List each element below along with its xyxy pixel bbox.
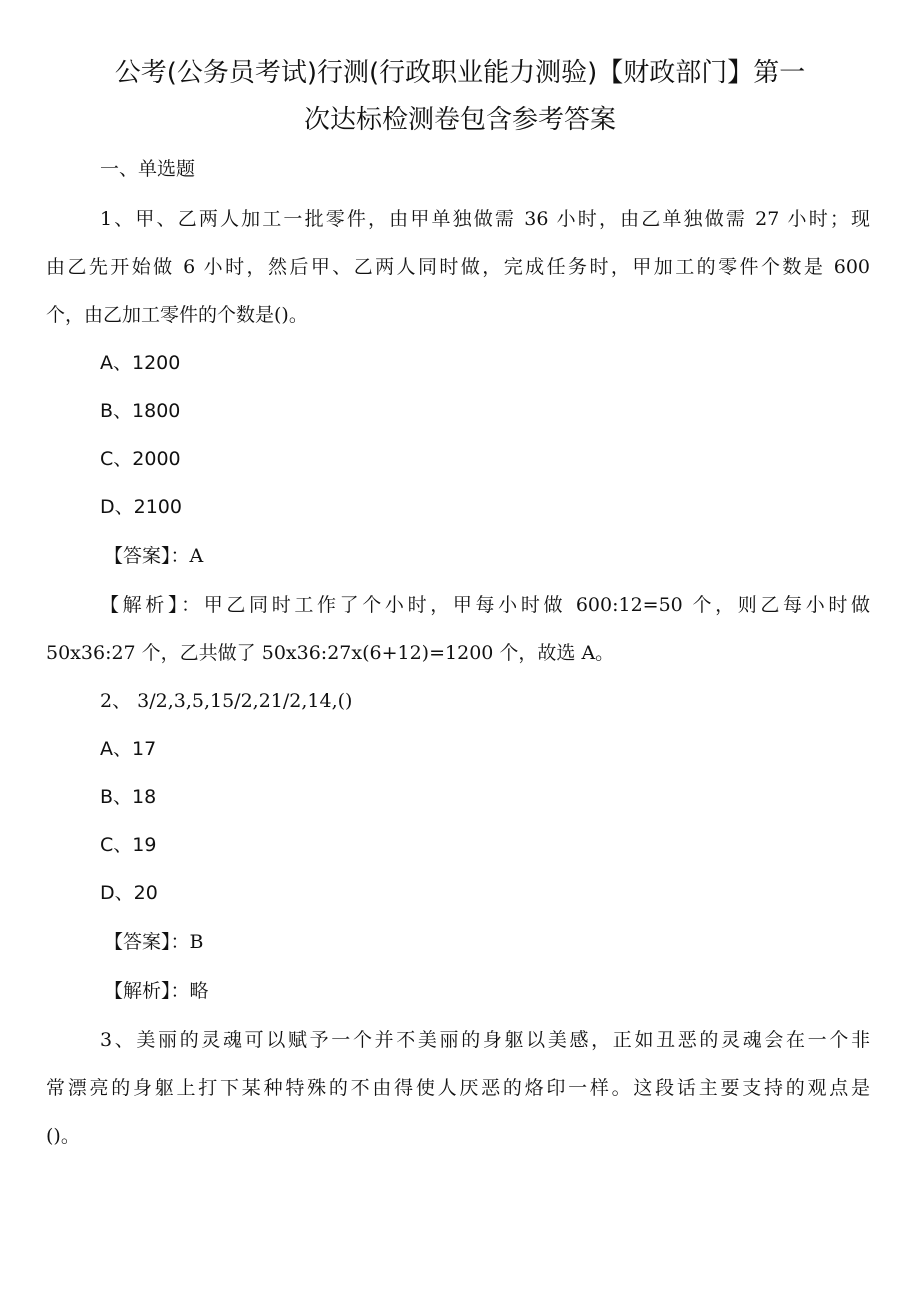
question-2-analysis: 【解析】：略	[104, 980, 209, 1002]
question-2-option-c: C、19	[100, 834, 157, 856]
question-1-stem-line-3: 个，由乙加工零件的个数是()。	[46, 304, 308, 326]
document-title-line-1: 公考(公务员考试)行测(行政职业能力测验)【财政部门】第一	[114, 58, 806, 88]
question-1-option-a: A、1200	[100, 352, 181, 374]
document-title-line-2: 次达标检测卷包含参考答案	[303, 105, 616, 135]
question-1-analysis-line-1: 【解析】：甲乙同时工作了个小时，甲每小时做 600:12=50 个，则乙每小时做	[100, 594, 870, 616]
question-2-stem: 2、 3/2,3,5,15/2,21/2,14,()	[100, 690, 353, 712]
question-2-option-a: A、17	[100, 738, 157, 760]
question-1-option-d: D、2100	[100, 496, 182, 518]
question-2-option-b: B、18	[100, 786, 157, 808]
question-1-option-c: C、2000	[100, 448, 181, 470]
question-1-answer: 【答案】：A	[104, 545, 204, 567]
section-heading: 一、单选题	[100, 158, 196, 180]
question-1-stem-line-1: 1、甲、乙两人加工一批零件，由甲单独做需 36 小时，由乙单独做需 27 小时；现	[100, 208, 870, 230]
question-2-option-d: D、20	[100, 882, 158, 904]
question-3-stem-line-1: 3、美丽的灵魂可以赋予一个并不美丽的身躯以美感，正如丑恶的灵魂会在一个非	[100, 1029, 870, 1051]
question-1-option-b: B、1800	[100, 400, 181, 422]
question-1-stem-line-2: 由乙先开始做 6 小时，然后甲、乙两人同时做，完成任务时，甲加工的零件个数是 600	[46, 256, 870, 278]
question-3-stem-line-3: ()。	[46, 1125, 80, 1147]
question-2-answer: 【答案】：B	[104, 931, 204, 953]
question-3-stem-line-2: 常漂亮的身躯上打下某种特殊的不由得使人厌恶的烙印一样。这段话主要支持的观点是	[46, 1077, 870, 1099]
question-1-analysis-line-2: 50x36:27 个，乙共做了 50x36:27x(6+12)=1200 个，故选 A。	[46, 642, 615, 664]
